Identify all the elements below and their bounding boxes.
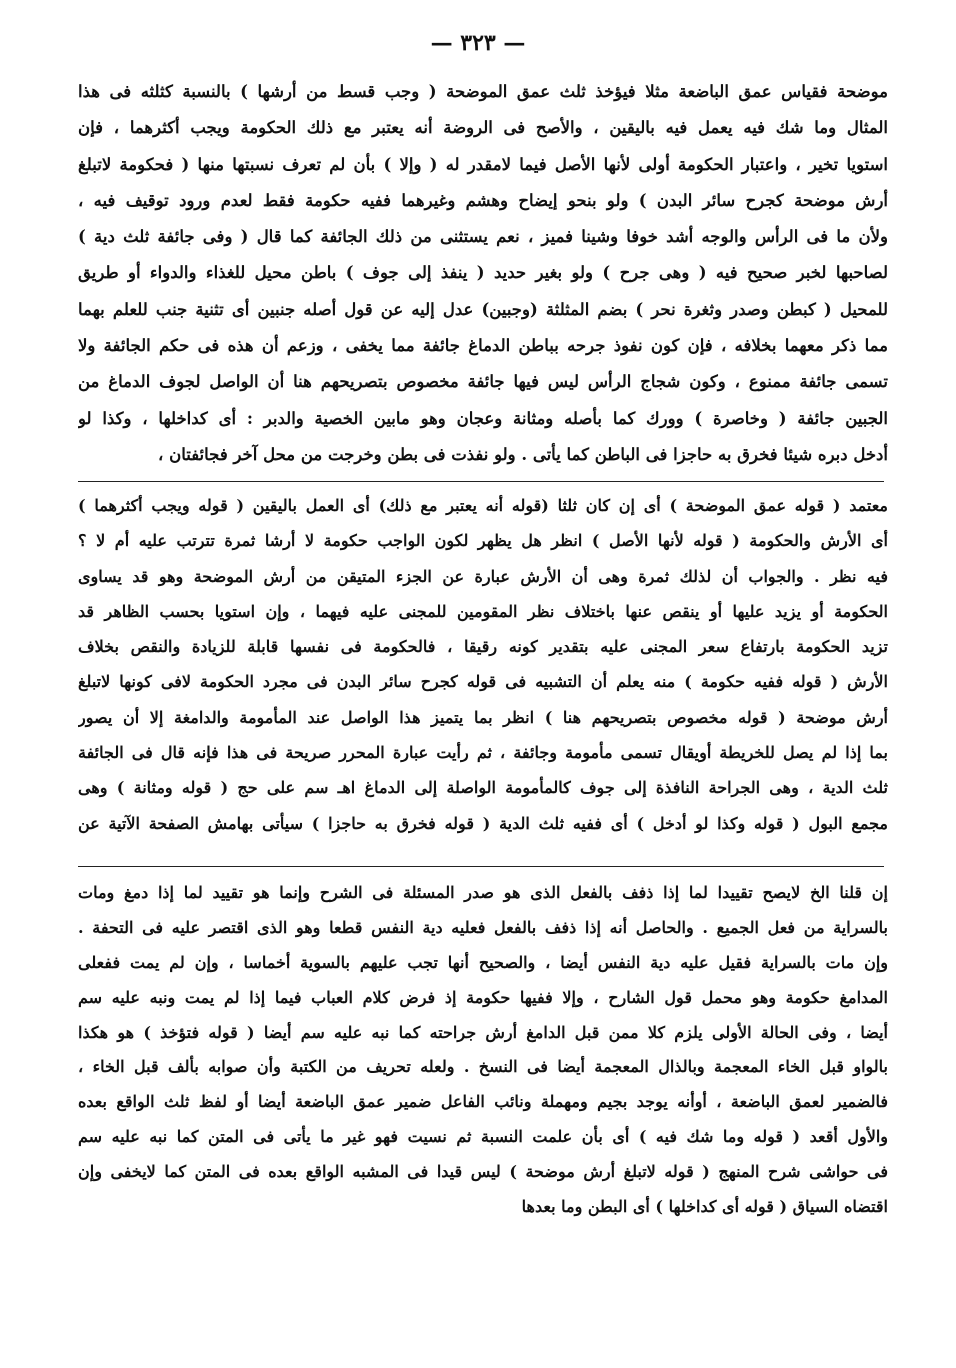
note-line: اقتضاه السياق ( قوله أى كداخلها ) أى البطن وما بعدها [521,1197,888,1217]
text-line: لصاحبها لخبر صحيح فيه ( وهى جرح ) ولو بغير حديد ( ينفذ إلى جوف ) باطن محيل للغذاء والدواء أو طريق [78,263,888,283]
divider [78,481,884,482]
text-line: أدخل دبره شيئا فخرق به حاجزا فى الباطن كما يأتى . ولو نفذت فى بطن وخرجت من محل آخر فجائفتان ، [158,444,888,464]
text-line: مما ذكر معهما بخلافه ، فإن كون نفوذ جرحه بباطن الدماغ جائفة مما يخفى ، وزعم أن هذه فى حكم الجائفة ولا [78,336,888,356]
main-text [78,74,888,473]
note-line: بما إذا لم يصل للخريطة أويقال تسمى مأمومة وجائفة ، ثم رأيت عبارة المحرر صريحة فى هذا فإنه قال فى الجائفة [78,743,888,763]
note-line: مجمع البول ( قوله وكذا لو أدخل ) أى ففيه ثلث الدية ( قوله فخرق به حاجزا ) سيأتى بهامش الصفحة الآتية عن [78,813,888,833]
page-number: — ٣٢٣ — [430,30,526,56]
note-line: الأرش ( قوله ففيه حكومة ) منه يعلم أن التشبيه فى قوله كجرح سائر البدن فى مجرد الحكومة لافى كونها لاتبلغ [78,672,888,692]
note-line: المدامغ حكومة وهو محمل قول الشارح ، وإلا ففيها حكومة إذ فرض كلام العباب فيما إذا لم يمت ونبه عليه سم [78,987,888,1007]
text-line: استويا تخير ، واعتبار الحكومة أولى لأنها الأصل فيما لامقدر له ( وإلا ) بأن لم تعرف نسبتها منها ( فحكومة لاتبلغ [78,154,888,174]
text-line: المثال وما شك فيه يعمل فيه باليقين ، والأصح فى الروضة أنه يعتبر مع ذلك الحكومة ويجب أكثرهما ، فإن [78,118,888,138]
note-line: بالسراية من فعل الجميع . والحاصل أنه إذا ذفف بالفعل فعليه دية النفس قطعا وهو الذى اقتصر عليه فى التحفة . [78,917,888,937]
note-line: ثلث الدية ، وهى الجراحة النافذة إلى جوف كالمأمومة الواصلة إلى الدماغ اهـ سم على حج ( قوله ومثانة ) وهى [78,778,888,798]
text-line: ولأن ما فى الرأس والوجه أشد خوفا وشينا فميز ، نعم يستثنى من ذلك الجائفة كما قال ( وفى جائفة ثلث دية ) [78,227,888,247]
commentary-note-1 [78,488,888,841]
note-line: وإن مات بالسراية فقيل عليه دية النفس أيضا ، والصحيح أنها تجب عليهم بالسوية أخماسا ، وإن لم يمت ففعلى [78,952,888,972]
divider [78,866,884,867]
note-line: فالضمير لعمق الباضعة ، أوأنه يوجد بجيم ومهملة ونائب الفاعل ضمير عمق الباضعة أيضا أو لفظ ثلث الواقع بعده [78,1092,888,1112]
text-line: تسمى جائفة ممنوع ، وكون شجاج الرأس ليس فيها جائفة مخصوص بتصريحهم هنا أن الواصل لجوف الدماغ من [78,372,888,392]
note-line: الحكومة أو يزيد عليها أو ينقص عنها باختلاف نظر المقومين للمجنى عليه فيهما ، وإن استويا بحسب الظاهر قد [78,601,888,621]
note-line: أرش موضحة ( قوله مخصوص بتصريحهم هنا ) انظر بما يتميز هذا الواصل عند المأمومة والدامغة إلا أن يصور [78,707,888,727]
commentary-note-2 [78,876,888,1225]
note-line: تزيد الحكومة بارتفاع سعر المجنى عليه بتقدير كونه رقيقا ، فالحكومة فى نفسها قابلة للزيادة والنقص بخلاف [78,637,888,657]
text-line: الجبين جائفة ( وخاصرة ) وورك كما بأصله ومثانة وعجان وهو مابين الخصية والدبر : أى كداخلها ، وكذا لو [78,408,888,428]
text-line: أرش موضحة كجرح سائر البدن ) ولو بنحو إيضاح وهشم وغيرهما ففيه حكومة فقط لعدم ورود توقيف فيه ، [78,190,888,210]
note-line: أيضا ، وفى الحالة الأولى يلزم كلا ممن قبل الدامغ أرش جراحته كما نبه عليه سم أيضا ( قوله فتؤخذ ) هو هكذا [78,1022,888,1042]
note-line: فى حواشى شرح المنهج ( قوله لاتبلغ أرش موضحة ) ليس قيدا فى المشبه الواقع بعده فى المتن كما لايخفى وإن [78,1162,888,1182]
note-line: فيه نظر . والجواب أن لذلك ثمرة وهى أن الأرش عبارة عن الجزء المتيقن من أرش الموضحة وهو قد يساوى [78,566,888,586]
text-line: للمحيل ( كبطن وصدر وثغرة نحر ) بضم المثلثة (وجبين) عدل إليه عن قول أصله جنبين أى تثنية جنب للعلم بهما [78,299,888,319]
note-line: أى الأرش والحكومة ( قوله لأنها الأصل ) انظر هل يظهر لكون الواجب حكومة لا أرشا ثمرة تترتب عليه أم لا ؟ [78,531,888,551]
note-line: والأول أقعد ( قوله وما شك فيه ) أى بأن علمت النسبة ثم نسيت فهو غير ما يأتى فى المتن كما نبه عليه سم [78,1127,888,1147]
note-line: بالواو قبل الخاء المعجمة وبالذال المعجمة أيضا فى النسخ . ولعله تحريف من الكتبة وأن صوابه بألف قبل الخاء ، [78,1057,888,1077]
text-line: موضحة فقياس عمق الباضعة مثلا فيؤخذ ثلث عمق الموضحة ( وجب قسط من أرشها ) بالنسبة كثلثه فى هذا [78,82,888,101]
note-line: إن قلنا الخ لايصح تقييدا لما إذا ذفف بالفعل الذى هو صدر المسئلة فى الشرح وإنما هو تقييد لما إذا دمغ ومات [78,883,888,902]
note-line: معتمد ( قوله عمق الموضحة ) أى إن كان ثلثا (قوله أنه يعتبر مع ذلك) أى العمل باليقين ( قوله ويجب أكثرهما ) [78,496,888,515]
